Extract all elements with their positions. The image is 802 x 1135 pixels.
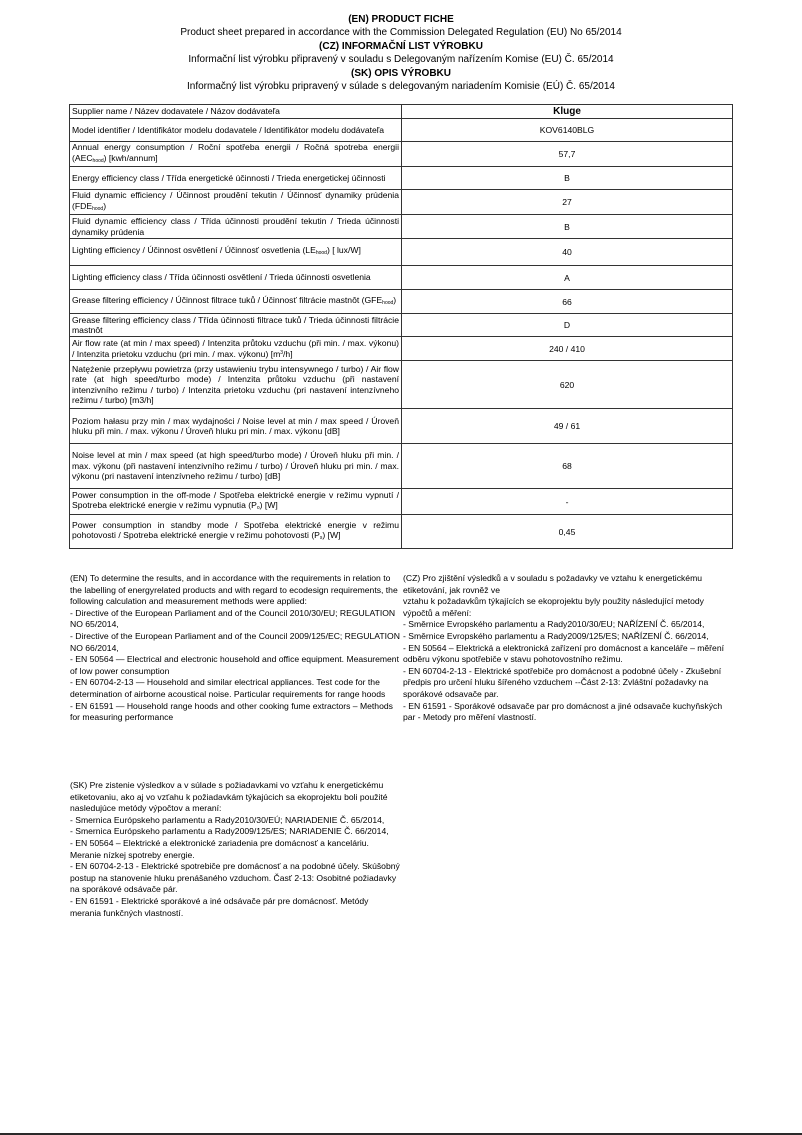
label-subscript: hood	[382, 299, 394, 306]
table-row	[70, 239, 733, 266]
cz-title: (CZ) INFORMAČNÍ LIST VÝROBKU	[319, 41, 483, 52]
row-label	[70, 290, 402, 314]
row-label: Model identifier / Identifikátor modelu dodavatele / Identifikátor modelu dodávateľa	[70, 119, 402, 142]
label-text: Annual energy consumption / Roční spotřeba energii / Ročná spotreba energii (AEC	[72, 142, 399, 163]
row-label	[70, 337, 402, 361]
row-value: B	[402, 167, 733, 190]
label-subscript: o	[256, 505, 260, 511]
notes-en	[70, 573, 400, 724]
label-text: Fluid dynamic efficiency / Účinnost proudění tekutin / Účinnosť dynamiky prúdenia (FDE	[72, 190, 399, 211]
note-paragraph: - EN 61591 — Household range hoods and other cooking fume extractors – Methods for measuring performance	[70, 700, 393, 723]
row-label: Supplier name / Název dodavatele / Názov dodávateľa	[70, 105, 402, 119]
table-row	[70, 190, 733, 215]
table-row	[70, 167, 733, 190]
note-paragraph: (CZ) Pro zjištění výsledků a v souladu s požadavky ve vztahu k energetickému etiketování, jak rovněž ve	[403, 573, 703, 595]
row-value: B	[402, 215, 733, 239]
label-subscript: hood	[92, 157, 104, 164]
table-row	[70, 105, 733, 119]
label-text: ) [W]	[259, 500, 278, 510]
note-paragraph: vztahu k požadavkům týkajících se ekoprojektu byly použity následující metody výpočtů a měření:	[403, 596, 704, 618]
supplier-name-value: Kluge	[402, 105, 733, 119]
note-paragraph: - Directive of the European Parliament and of the Council 2009/125/EC; REGULATION NO 66/2014,	[70, 630, 400, 653]
row-value: D	[402, 314, 733, 337]
product-fiche-table	[69, 104, 733, 549]
row-label: Lighting efficiency class / Třída účinnosti osvětlení / Trieda účinnosti osvetlenia	[70, 266, 402, 290]
row-label: Natężenie przepływu powietrza (przy ustawieniu trybu intensywnego / turbo) / Air flow rate (at high speed/turbo mode) / Intenzita průtoku vzduchu (při nastavení intenzivního režimu / turbo) / Intenzita prietoku vzduchu (pri nastavení intenzívneho režimu / turbo) [m3/h]	[70, 361, 402, 409]
row-value: KOV6140BLG	[402, 119, 733, 142]
row-label	[70, 142, 402, 167]
row-value: 49 / 61	[402, 409, 733, 444]
row-label: Poziom hałasu przy min / max wydajności / Noise level at min / max speed / Úroveň hluku při min. / max. výkonu / Úroveň hluku pri min. / max. výkonu [dB]	[70, 409, 402, 444]
sk-subtitle: Informačný list výrobku pripravený v súlade s delegovaným nariadením Komisie (EÚ) Č. 65/2014	[187, 81, 615, 92]
row-label: Noise level at min / max speed (at high speed/turbo mode) / Úroveň hluku při min. / max. výkonu (při nastavení intenzivního režimu / turbo) / Úroveň hluku pri min. / max. výkonu (pri nastavení intenzívneho režimu / turbo) [dB]	[70, 444, 402, 489]
note-paragraph: - Směrnice Evropského parlamentu a Rady2010/30/EU; NAŘÍZENÍ Č. 65/2014,	[403, 619, 705, 630]
note-paragraph: (EN) To determine the results, and in accordance with the requirements in relation to the labelling of energyrelated products and with regard to ecodesign requirements, the following calculation and measurement methods were applied:	[70, 573, 398, 607]
note-paragraph: - EN 50564 – Elektrické a elektronické zariadenia pre domácnosť a kanceláriu. Meranie nízkej spotreby energie.	[70, 837, 369, 860]
table-row	[70, 489, 733, 515]
note-paragraph: - EN 50564 — Electrical and electronic household and office equipment. Measurement of low power consumption	[70, 654, 399, 676]
row-value: A	[402, 266, 733, 290]
label-subscript: hood	[92, 205, 104, 212]
note-paragraph: - Směrnice Evropského parlamentu a Rady2009/125/ES; NAŘÍZENÍ Č. 66/2014,	[403, 630, 709, 641]
row-value: 40	[402, 239, 733, 266]
table-row	[70, 409, 733, 444]
table-row	[70, 361, 733, 409]
label-text: )	[103, 200, 107, 211]
label-text: Air flow rate (at min / max speed) / Intenzita průtoku vzduchu (při min. / max. výkonu) / Intenzita prietoku vzduchu (pri min. / max. výkonu) [m	[72, 337, 399, 359]
table-row	[70, 119, 733, 142]
notes-sk	[70, 780, 400, 919]
row-label	[70, 190, 402, 215]
note-paragraph: (SK) Pre zistenie výsledkov a v súlade s požiadavkami vo vzťahu k energetickému etiketovaniu, ako aj vo vzťahu k požiadavkám týkajúcich sa ekoprojektu boli použité nasledujúce metódy výpočtov a meraní:	[70, 780, 388, 814]
row-value: 0,45	[402, 515, 733, 549]
row-value: 66	[402, 290, 733, 314]
note-paragraph: - Smernica Európskeho parlamentu a Rady2010/30/EÚ; NARIADENIE Č. 65/2014,	[70, 814, 385, 825]
note-paragraph: - EN 61591 - Sporákové odsavače par pro domácnost a jiné odsavače kuchyňských par - Metody pro měření vlastností.	[403, 700, 723, 723]
label-text: /h]	[283, 349, 293, 359]
table-row	[70, 314, 733, 337]
cz-subtitle: Informační list výrobku připravený v souladu s Delegovaným nařízením Komise (EU) Č. 65/2014	[188, 54, 614, 65]
table-row	[70, 266, 733, 290]
table-row	[70, 215, 733, 239]
label-subscript: hood	[315, 250, 327, 257]
en-title: (EN) PRODUCT FICHE	[348, 14, 454, 25]
row-label: Grease filtering efficiency class / Třída účinnosti filtrace tuků / Trieda účinnosti filtrácie mastnôt	[70, 314, 402, 337]
note-paragraph: - Directive of the European Parliament and of the Council 2010/30/EU; REGULATION NO 65/2014,	[70, 607, 396, 630]
row-label	[70, 515, 402, 549]
table-row	[70, 444, 733, 489]
row-value: 620	[402, 361, 733, 409]
label-subscript: s	[319, 535, 323, 541]
en-subtitle: Product sheet prepared in accordance with the Commission Delegated Regulation (EU) No 65/2014	[180, 27, 622, 38]
note-paragraph: - EN 61591 - Elektrické sporákové a iné odsávače pár pre domácnosť. Metódy merania funkčných vlastností.	[70, 895, 369, 918]
label-text: ) [ lux/W]	[326, 245, 361, 256]
note-paragraph: - EN 50564 – Elektrická a elektronická zařízení pro domácnost a kanceláře – měření odběru výkonu spotřebiče v stavu pohotovostního režimu.	[403, 642, 724, 665]
row-value: 27	[402, 190, 733, 215]
label-text: ) [kwh/annum]	[103, 152, 158, 163]
table-row	[70, 337, 733, 361]
note-paragraph: - EN 60704-2-13 - Elektrické spotrebiče pre domácnosť a na podobné účely. Skúšobný postup na stanovenie hluku prenášaného vzduchom. Časť 2-13: Osobitné požiadavky na sporákové odsávače pár.	[70, 861, 400, 895]
row-label: Energy efficiency class / Třída energetické účinnosti / Trieda energetickej účinnosti	[70, 167, 402, 190]
document-header	[0, 13, 802, 94]
label-text: Power consumption in the off-mode / Spotřeba elektrické energie v režimu vypnutí / Spotreba elektrické energie v režimu vypnutia (P	[72, 489, 399, 510]
label-text: ) [W]	[322, 530, 341, 540]
table-row	[70, 515, 733, 549]
row-label	[70, 489, 402, 515]
label-superscript: 3	[280, 350, 284, 356]
row-value: 240 / 410	[402, 337, 733, 361]
label-text: Grease filtering efficiency / Účinnost filtrace tuků / Účinnosť filtrácie mastnôt (GFE	[72, 294, 383, 305]
row-value: 68	[402, 444, 733, 489]
table-row	[70, 142, 733, 167]
row-label: Fluid dynamic efficiency class / Třída účinnosti proudění tekutin / Trieda účinnosti dynamiky prúdenia	[70, 215, 402, 239]
row-label	[70, 239, 402, 266]
label-text: )	[393, 294, 397, 305]
table-row	[70, 290, 733, 314]
row-value: 57,7	[402, 142, 733, 167]
label-text: Lighting efficiency / Účinnost osvětlení / Účinnosť osvetlenia (LE	[72, 245, 316, 256]
sk-title: (SK) OPIS VÝROBKU	[350, 68, 451, 79]
row-value: -	[402, 489, 733, 515]
note-paragraph: - Smernica Európskeho parlamentu a Rady2009/125/ES; NARIADENIE Č. 66/2014,	[70, 826, 389, 837]
note-paragraph: - EN 60704-2-13 — Household and similar electrical appliances. Test code for the determination of airborne acoustical noise. Particular requirements for range hoods	[70, 677, 386, 699]
label-text: Power consumption in standby mode / Spotřeba elektrické energie v režimu pohotovosti / Spotreba elektrické energie v režimu pohotovosti (P	[72, 519, 399, 540]
notes-cz	[403, 573, 735, 724]
note-paragraph: - EN 60704-2-13 - Elektrické spotřebiče pro domácnost a podobné účely - Zkušební předpis pro určení hluku šířeného vzduchem --Část 2-13: Zvláštní požadavky na sporákové odsavače par.	[403, 665, 722, 699]
